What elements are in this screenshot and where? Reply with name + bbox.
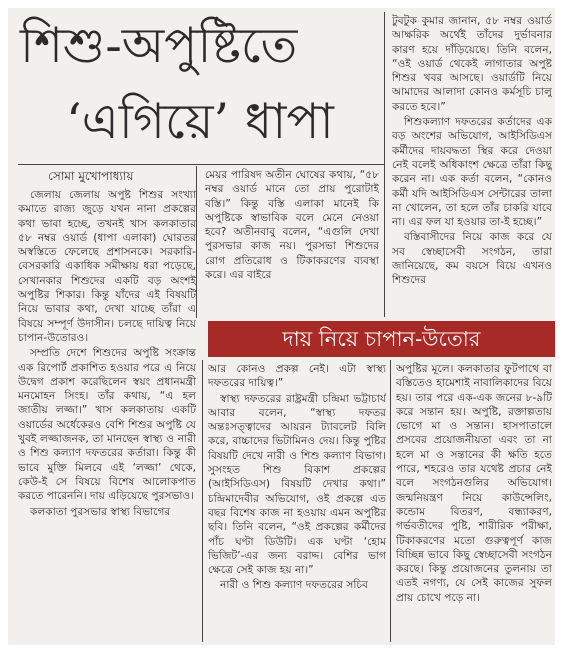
paragraph: আর কোনও প্রকল্প নেই। এটা স্বাস্থ্য দফতরের দায়িত্ব।” [208,363,386,390]
column-rule-right-top [384,12,385,317]
paragraph: সম্প্রতি দেশে শিশুদের অপুষ্টি সংক্রান্ত এক রিপোর্ট প্রকাশিত হওয়ার পরে এ নিয়ে উদ্বেগ প্রকাশ করেছিলেন স্বয়ং প্রধানমন্ত্রী মনমোহন সিংহ। তাঁর কথায়, “এ হল জাতীয় লজ্জা।” খাস কলকাতায় একটি ওয়ার্ডের অর্ধেকেরও বেশি শিশুর অপুষ্টি যে খুবই লজ্জাজনক, তা মানছেন স্বাস্থ্য ও নারী ও শিশু কল্যাণ দফতরের কর্তারা। কিন্তু কী ভাবে মুক্তি মিলবে এই ‘লজ্জা’ থেকে, কেউ-ই সে বিষয়ে বিশেষ আলোকপাত করতে পারেননি। দায় এড়িয়েছে পুরসভাও। [18,347,196,503]
paragraph: শিশুকল্যাণ দফতরের কর্তাদের এক বড় অংশের অভিযোগ, আইসিডিএস কর্মীদের দায়বদ্ধতা স্থির করে দেওয়া নেই বলেই অধিকাংশ ক্ষেত্রে তাঁরা কিছু করেন না। এক কর্তা বলেন, “কোনও কর্মী যদি আইসিডিএস সেন্টারের তালা না খোলেন, তা হলে তাঁর চাকরি যাবে না। এর ফল যা হওয়ার তা-ই হচ্ছে।” [392,116,552,229]
column-rule-mid-top [196,166,197,318]
column-rule-left [202,360,203,642]
headline-rule [18,164,384,165]
column-middle-bottom [208,362,386,642]
newspaper-clipping [8,8,555,645]
paragraph: টুবটুক কুমার জানান, ৫৮ নম্বর ওয়ার্ড আক্ষরিক অর্থেই তাঁদের দুর্ভাবনার কারণ হয়ে দাঁড়িয়েছে। তিনি বলেন, “ওই ওয়ার্ড থেকেই লাগাতার অপুষ্ট শিশুর খবর আসছে। ওয়ার্ডটি নিয়ে আমাদের আলাদা কোনও কর্মসূচি চালু করতে হবে।” [392,15,552,113]
byline: সোমা মুখোপাধ্যায় [48,169,134,183]
column-right-bottom [396,362,552,642]
paragraph: মেয়র পারিষদ অতীন ঘোষের কথায়, “৫৮ নম্বর ওয়ার্ড মানে তো প্রায় পুরোটাই বস্তি।” কিন্তু বস্তি এলাকা মানেই কি অপুষ্টিকে স্বাভাবিক বলে মেনে নেওয়া হবে? অতীনবাবু বলেন, “এগুলি দেখা পুরসভার কাজ নয়। পুরসভা শিশুদের রোগ প্রতিরোধ ও টিকাকরণের ব্যবস্থা করে। এর বাইরে [205,169,379,282]
headline [18,14,383,164]
column-left [18,188,196,642]
headline-line-2: ‘এগিয়ে’ ধাপা [66,93,334,150]
column-right-top [392,14,552,318]
subheading-banner: দায় নিয়ে চাপান-উতোর [208,321,555,357]
paragraph: নারী ও শিশু কল্যাণ দফতরের সচিব [220,579,368,592]
headline-line-1: শিশু-অপুষ্টিতে [20,17,298,74]
paragraph: অপুষ্টির মূলে। কলকাতার ফুটপাথে বা বস্তিতেও হামেশাই নাবালিকাদের বিয়ে হয়। তার পরে এক-এক জনের ৮-৯টি করে সন্তান হয়। অপুষ্টি, রক্তাল্পতায় ভোগে মা ও সন্তান। হাসপাতালে প্রসবের প্রয়োজনীয়তা এবং তা না হলে মা ও সন্তানের কী ক্ষতি হতে পারে, শহরেও তার যথেষ্ট প্রচার নেই বলে সংগঠনগুলির অভিযোগ। জন্মনিয়ন্ত্রণ নিয়ে কাউন্সেলিং, কন্ডোম বিতরণ, বন্ধ্যাকরণ, গর্ভবতীদের পুষ্টি, শারীরিক পরীক্ষা, টিকাকরণের মতো গুরুত্বপূর্ণ কাজ বিচ্ছিন্ন ভাবে কিছু স্বেচ্ছাসেবী সংগঠন করছে। কিন্তু প্রয়োজনের তুলনায় তা এতই নগণ্য, যে সেই কাজের সুফল প্রায় চোখে পড়ে না। [396,363,552,604]
column-middle-top [205,168,379,318]
paragraph: স্বাস্থ্য দফতরের রাষ্ট্রমন্ত্রী চন্দ্রিমা ভট্টাচার্য আবার বলেন, “স্বাস্থ্য দফতর অন্তঃসত্ত্বাদের আয়রন ট্যাবলেট বিলি করে, বাচ্চাদের ভিটামিনও দেয়। কিন্তু পুষ্টির বিষয়টি দেখে নারী ও শিশু কল্যাণ বিভাগ। সুসংহত শিশু বিকাশ প্রকল্পের (আইসিডিএস) বিষয়টি দেখার কথা।” চন্দ্রিমাদেবীর অভিযোগ, ওই প্রকল্পে এত বছর বিশেষ কাজ না হওয়ায় এমন অপুষ্টির ছবি। তিনি বলেন, “ওই প্রকল্পের কর্মীদের পাঁচ ঘণ্টা ডিউটি। এক ঘণ্টা ‘হোম ভিজিট’-এর জন্য বরাদ্দ। বেশির ভাগ ক্ষেত্রে সেই কাজ হয় না।” [208,392,386,577]
paragraph: কলকাতা পুরসভার স্বাস্থ্য বিভাগের [30,505,171,518]
paragraph: জেলায় জেলায় অপুষ্ট শিশুর সংখ্যা কমাতে রাজ্য জুড়ে যখন নানা প্রকল্পের কথা ভাবা হচ্ছে, তখনই খাস কলকাতার ৫৮ নম্বর ওয়ার্ড (ধাপা এলাকা) ঘোরতর অস্বস্তিতে ফেলেছে প্রশাসনকে। সরকারি-বেসরকারি একাধিক সমীক্ষায় ধরা পড়েছে, সেখানকার শিশুদের একটি বড় অংশই অপুষ্টির শিকার। কিন্তু যাঁদের এই বিষয়টি নিয়ে ভাবার কথা, দেখা যাচ্ছে তাঁরা এ বিষয়ে সম্পূর্ণ উদাসীন। চলছে দায়িত্ব নিয়ে চাপান-উতোরও। [18,189,196,344]
paragraph: বস্তিবাসীদের নিয়ে কাজ করে যে সব স্বেচ্ছাসেবী সংগঠন, তারা জানিয়েছে, কম বয়সে বিয়ে এখনও শিশুদের [392,231,552,287]
column-rule-right-bottom [390,360,391,642]
